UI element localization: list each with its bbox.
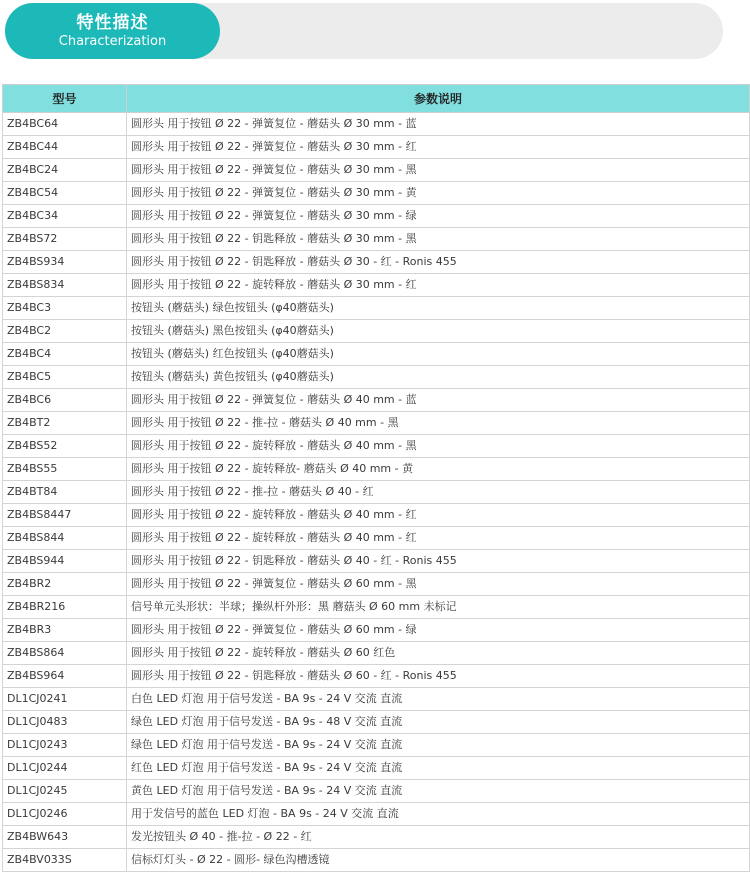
model-cell: DL1CJ0244 — [3, 757, 127, 780]
table-row — [3, 734, 750, 757]
description-cell: 信号单元头形状：半球；操纵杆外形：黑 蘑菇头 Ø 60 mm 未标记 — [127, 596, 750, 619]
table-row — [3, 826, 750, 849]
model-cell: ZB4BV033S — [3, 849, 127, 872]
model-cell: ZB4BS8447 — [3, 504, 127, 527]
description-cell: 圆形头 用于按钮 Ø 22 - 弹簧复位 - 蘑菇头 Ø 60 mm - 黑 — [127, 573, 750, 596]
spec-table — [2, 84, 750, 872]
section-subtitle: Characterization — [58, 34, 167, 49]
description-cell: 圆形头 用于按钮 Ø 22 - 旋转释放 - 蘑菇头 Ø 60 红色 — [127, 642, 750, 665]
table-row — [3, 619, 750, 642]
table-row — [3, 849, 750, 872]
model-cell: ZB4BC24 — [3, 159, 127, 182]
model-cell: ZB4BC64 — [3, 113, 127, 136]
table-row — [3, 527, 750, 550]
description-cell: 绿色 LED 灯泡 用于信号发送 - BA 9s - 48 V 交流 直流 — [127, 711, 750, 734]
description-cell: 圆形头 用于按钮 Ø 22 - 弹簧复位 - 蘑菇头 Ø 60 mm - 绿 — [127, 619, 750, 642]
table-row — [3, 251, 750, 274]
section-tab — [5, 3, 220, 59]
table-row — [3, 596, 750, 619]
table-body — [3, 113, 750, 872]
table-row — [3, 435, 750, 458]
table-row — [3, 481, 750, 504]
description-cell: 按钮头 (蘑菇头) 红色按钮头 (φ40蘑菇头) — [127, 343, 750, 366]
model-cell: ZB4BS72 — [3, 228, 127, 251]
description-cell: 圆形头 用于按钮 Ø 22 - 钥匙释放 - 蘑菇头 Ø 30 mm - 黑 — [127, 228, 750, 251]
model-cell: ZB4BR216 — [3, 596, 127, 619]
model-cell: ZB4BS964 — [3, 665, 127, 688]
model-cell: ZB4BW643 — [3, 826, 127, 849]
table-row — [3, 297, 750, 320]
description-cell: 用于发信号的蓝色 LED 灯泡 - BA 9s - 24 V 交流 直流 — [127, 803, 750, 826]
table-row — [3, 642, 750, 665]
column-header-model: 型号 — [3, 85, 127, 113]
model-cell: DL1CJ0241 — [3, 688, 127, 711]
description-cell: 圆形头 用于按钮 Ø 22 - 钥匙释放 - 蘑菇头 Ø 30 - 红 - Ronis 455 — [127, 251, 750, 274]
description-cell: 圆形头 用于按钮 Ø 22 - 弹簧复位 - 蘑菇头 Ø 30 mm - 黄 — [127, 182, 750, 205]
table-row — [3, 458, 750, 481]
table-row — [3, 182, 750, 205]
table-row — [3, 205, 750, 228]
table-row — [3, 803, 750, 826]
model-cell: ZB4BC5 — [3, 366, 127, 389]
description-cell: 黄色 LED 灯泡 用于信号发送 - BA 9s - 24 V 交流 直流 — [127, 780, 750, 803]
table-row — [3, 550, 750, 573]
model-cell: ZB4BR2 — [3, 573, 127, 596]
table-row — [3, 389, 750, 412]
model-cell: ZB4BS844 — [3, 527, 127, 550]
model-cell: ZB4BT2 — [3, 412, 127, 435]
description-cell: 按钮头 (蘑菇头) 黄色按钮头 (φ40蘑菇头) — [127, 366, 750, 389]
section-title: 特性描述 — [76, 13, 149, 33]
description-cell: 发光按钮头 Ø 40 - 推-拉 - Ø 22 - 红 — [127, 826, 750, 849]
table-row — [3, 136, 750, 159]
model-cell: ZB4BC3 — [3, 297, 127, 320]
table-row — [3, 573, 750, 596]
table-row — [3, 688, 750, 711]
table-row — [3, 113, 750, 136]
table-row — [3, 343, 750, 366]
model-cell: ZB4BS52 — [3, 435, 127, 458]
table-row — [3, 780, 750, 803]
table-row — [3, 159, 750, 182]
description-cell: 信标灯灯头 - Ø 22 - 圆形- 绿色沟槽透镜 — [127, 849, 750, 872]
model-cell: ZB4BS864 — [3, 642, 127, 665]
description-cell: 按钮头 (蘑菇头) 绿色按钮头 (φ40蘑菇头) — [127, 297, 750, 320]
description-cell: 圆形头 用于按钮 Ø 22 - 弹簧复位 - 蘑菇头 Ø 30 mm - 黑 — [127, 159, 750, 182]
description-cell: 圆形头 用于按钮 Ø 22 - 旋转释放- 蘑菇头 Ø 40 mm - 黄 — [127, 458, 750, 481]
table-row — [3, 228, 750, 251]
description-cell: 圆形头 用于按钮 Ø 22 - 弹簧复位 - 蘑菇头 Ø 30 mm - 蓝 — [127, 113, 750, 136]
model-cell: DL1CJ0483 — [3, 711, 127, 734]
model-cell: ZB4BS55 — [3, 458, 127, 481]
description-cell: 圆形头 用于按钮 Ø 22 - 旋转释放 - 蘑菇头 Ø 40 mm - 黑 — [127, 435, 750, 458]
model-cell: ZB4BS944 — [3, 550, 127, 573]
model-cell: ZB4BC6 — [3, 389, 127, 412]
model-cell: ZB4BC54 — [3, 182, 127, 205]
description-cell: 圆形头 用于按钮 Ø 22 - 旋转释放 - 蘑菇头 Ø 40 mm - 红 — [127, 504, 750, 527]
model-cell: ZB4BS934 — [3, 251, 127, 274]
table-header-row — [3, 85, 750, 113]
model-cell: ZB4BT84 — [3, 481, 127, 504]
column-header-description: 参数说明 — [127, 85, 750, 113]
model-cell: ZB4BC4 — [3, 343, 127, 366]
model-cell: DL1CJ0246 — [3, 803, 127, 826]
description-cell: 圆形头 用于按钮 Ø 22 - 弹簧复位 - 蘑菇头 Ø 30 mm - 绿 — [127, 205, 750, 228]
table-row — [3, 366, 750, 389]
description-cell: 圆形头 用于按钮 Ø 22 - 推-拉 - 蘑菇头 Ø 40 mm - 黑 — [127, 412, 750, 435]
description-cell: 红色 LED 灯泡 用于信号发送 - BA 9s - 24 V 交流 直流 — [127, 757, 750, 780]
model-cell: ZB4BS834 — [3, 274, 127, 297]
description-cell: 圆形头 用于按钮 Ø 22 - 旋转释放 - 蘑菇头 Ø 40 mm - 红 — [127, 527, 750, 550]
table-row — [3, 757, 750, 780]
table-row — [3, 320, 750, 343]
description-cell: 圆形头 用于按钮 Ø 22 - 钥匙释放 - 蘑菇头 Ø 60 - 红 - Ronis 455 — [127, 665, 750, 688]
model-cell: ZB4BC34 — [3, 205, 127, 228]
description-cell: 圆形头 用于按钮 Ø 22 - 钥匙释放 - 蘑菇头 Ø 40 - 红 - Ronis 455 — [127, 550, 750, 573]
model-cell: DL1CJ0245 — [3, 780, 127, 803]
description-cell: 白色 LED 灯泡 用于信号发送 - BA 9s - 24 V 交流 直流 — [127, 688, 750, 711]
model-cell: ZB4BC44 — [3, 136, 127, 159]
table-row — [3, 274, 750, 297]
description-cell: 圆形头 用于按钮 Ø 22 - 弹簧复位 - 蘑菇头 Ø 30 mm - 红 — [127, 136, 750, 159]
description-cell: 按钮头 (蘑菇头) 黑色按钮头 (φ40蘑菇头) — [127, 320, 750, 343]
description-cell: 圆形头 用于按钮 Ø 22 - 弹簧复位 - 蘑菇头 Ø 40 mm - 蓝 — [127, 389, 750, 412]
description-cell: 圆形头 用于按钮 Ø 22 - 推-拉 - 蘑菇头 Ø 40 - 红 — [127, 481, 750, 504]
table-row — [3, 665, 750, 688]
table-row — [3, 412, 750, 435]
model-cell: ZB4BC2 — [3, 320, 127, 343]
description-cell: 圆形头 用于按钮 Ø 22 - 旋转释放 - 蘑菇头 Ø 30 mm - 红 — [127, 274, 750, 297]
model-cell: ZB4BR3 — [3, 619, 127, 642]
table-row — [3, 711, 750, 734]
description-cell: 绿色 LED 灯泡 用于信号发送 - BA 9s - 24 V 交流 直流 — [127, 734, 750, 757]
model-cell: DL1CJ0243 — [3, 734, 127, 757]
table-row — [3, 504, 750, 527]
